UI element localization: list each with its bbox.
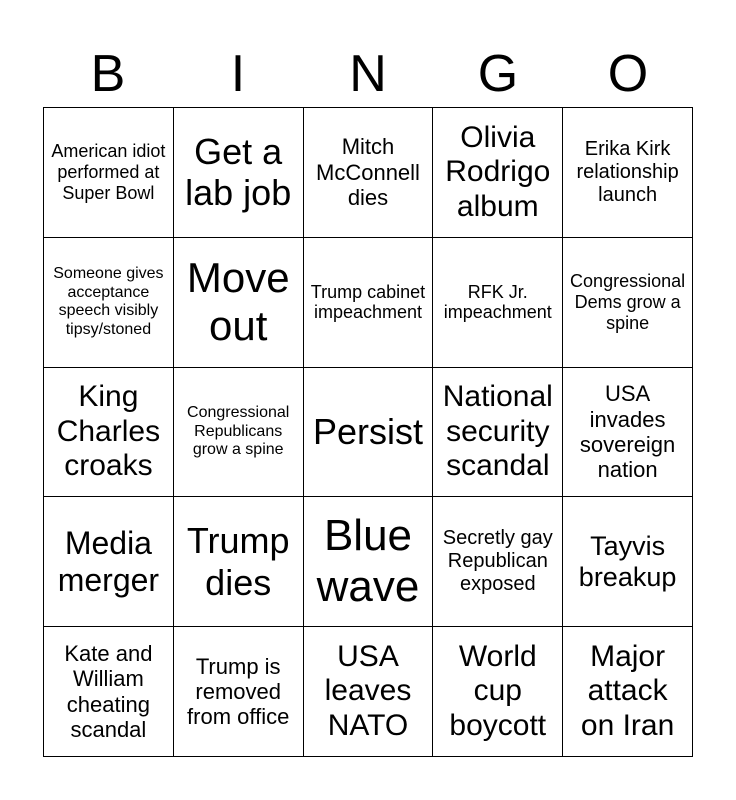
header-letter-n: N — [349, 45, 387, 103]
bingo-cell[interactable] — [304, 368, 434, 498]
bingo-cell[interactable] — [44, 627, 174, 757]
bingo-cell[interactable] — [433, 627, 563, 757]
bingo-cell-text: Media merger — [57, 524, 160, 598]
bingo-cell[interactable] — [174, 627, 304, 757]
bingo-cell-text: Get a lab job — [185, 131, 292, 214]
bingo-cell-text: World cup boycott — [449, 639, 547, 742]
bingo-cell[interactable] — [44, 368, 174, 498]
bingo-cell-text: Trump is removed from office — [187, 653, 290, 730]
bingo-cell[interactable] — [304, 108, 434, 238]
header-letter-o: O — [607, 45, 649, 103]
bingo-cell[interactable] — [433, 497, 563, 627]
bingo-cell-text: King Charles croaks — [56, 380, 161, 483]
bingo-cell[interactable] — [44, 497, 174, 627]
bingo-cell-text: RFK Jr. impeachment — [443, 281, 552, 323]
bingo-cell[interactable] — [174, 108, 304, 238]
bingo-cell-text: Kate and William cheating scandal — [64, 641, 153, 742]
bingo-cell[interactable] — [174, 497, 304, 627]
bingo-cell[interactable] — [174, 368, 304, 498]
bingo-cell[interactable] — [304, 627, 434, 757]
bingo-cell-text: Congressional Dems grow a spine — [570, 271, 686, 333]
bingo-cell[interactable] — [44, 238, 174, 368]
bingo-cell-text: Blue wave — [316, 511, 420, 611]
bingo-cell[interactable] — [44, 108, 174, 238]
bingo-cell-text: National security scandal — [442, 380, 553, 483]
bingo-cell[interactable] — [433, 108, 563, 238]
bingo-cell-text: Trump cabinet impeachment — [310, 281, 426, 323]
bingo-cell-text: Persist — [312, 411, 423, 453]
bingo-cell[interactable] — [433, 238, 563, 368]
bingo-cell[interactable] — [304, 497, 434, 627]
bingo-cell-text: USA leaves NATO — [324, 639, 412, 742]
bingo-cell[interactable] — [563, 238, 693, 368]
bingo-header — [43, 40, 693, 108]
bingo-cell-text: American idiot performed at Super Bowl — [51, 141, 166, 203]
bingo-cell[interactable] — [563, 368, 693, 498]
bingo-cell-text: Trump dies — [186, 520, 290, 603]
bingo-cell-text: Erika Kirk relationship launch — [576, 137, 679, 206]
bingo-cell-text: Someone gives acceptance speech visibly tipsy/stoned — [53, 265, 164, 338]
bingo-cell[interactable] — [433, 368, 563, 498]
bingo-cell-text: Move out — [186, 253, 290, 350]
bingo-board — [43, 107, 693, 757]
bingo-cell[interactable] — [304, 238, 434, 368]
bingo-cell-text: Congressional Republicans grow a spine — [187, 404, 290, 459]
bingo-cell-text: Major attack on Iran — [580, 639, 675, 742]
bingo-cell-text: Olivia Rodrigo album — [445, 120, 551, 223]
bingo-cell-text: Mitch McConnell dies — [316, 134, 420, 211]
header-letter-b: B — [90, 45, 126, 103]
bingo-cell[interactable] — [563, 497, 693, 627]
header-letter-i: I — [230, 45, 246, 103]
bingo-cell[interactable] — [174, 238, 304, 368]
bingo-cell-text: Secretly gay Republican exposed — [442, 527, 553, 596]
bingo-cell[interactable] — [563, 108, 693, 238]
bingo-cell[interactable] — [563, 627, 693, 757]
header-letter-g: G — [477, 45, 519, 103]
bingo-cell-text: USA invades sovereign nation — [579, 381, 676, 483]
bingo-cell-text: Tayvis breakup — [578, 530, 677, 592]
